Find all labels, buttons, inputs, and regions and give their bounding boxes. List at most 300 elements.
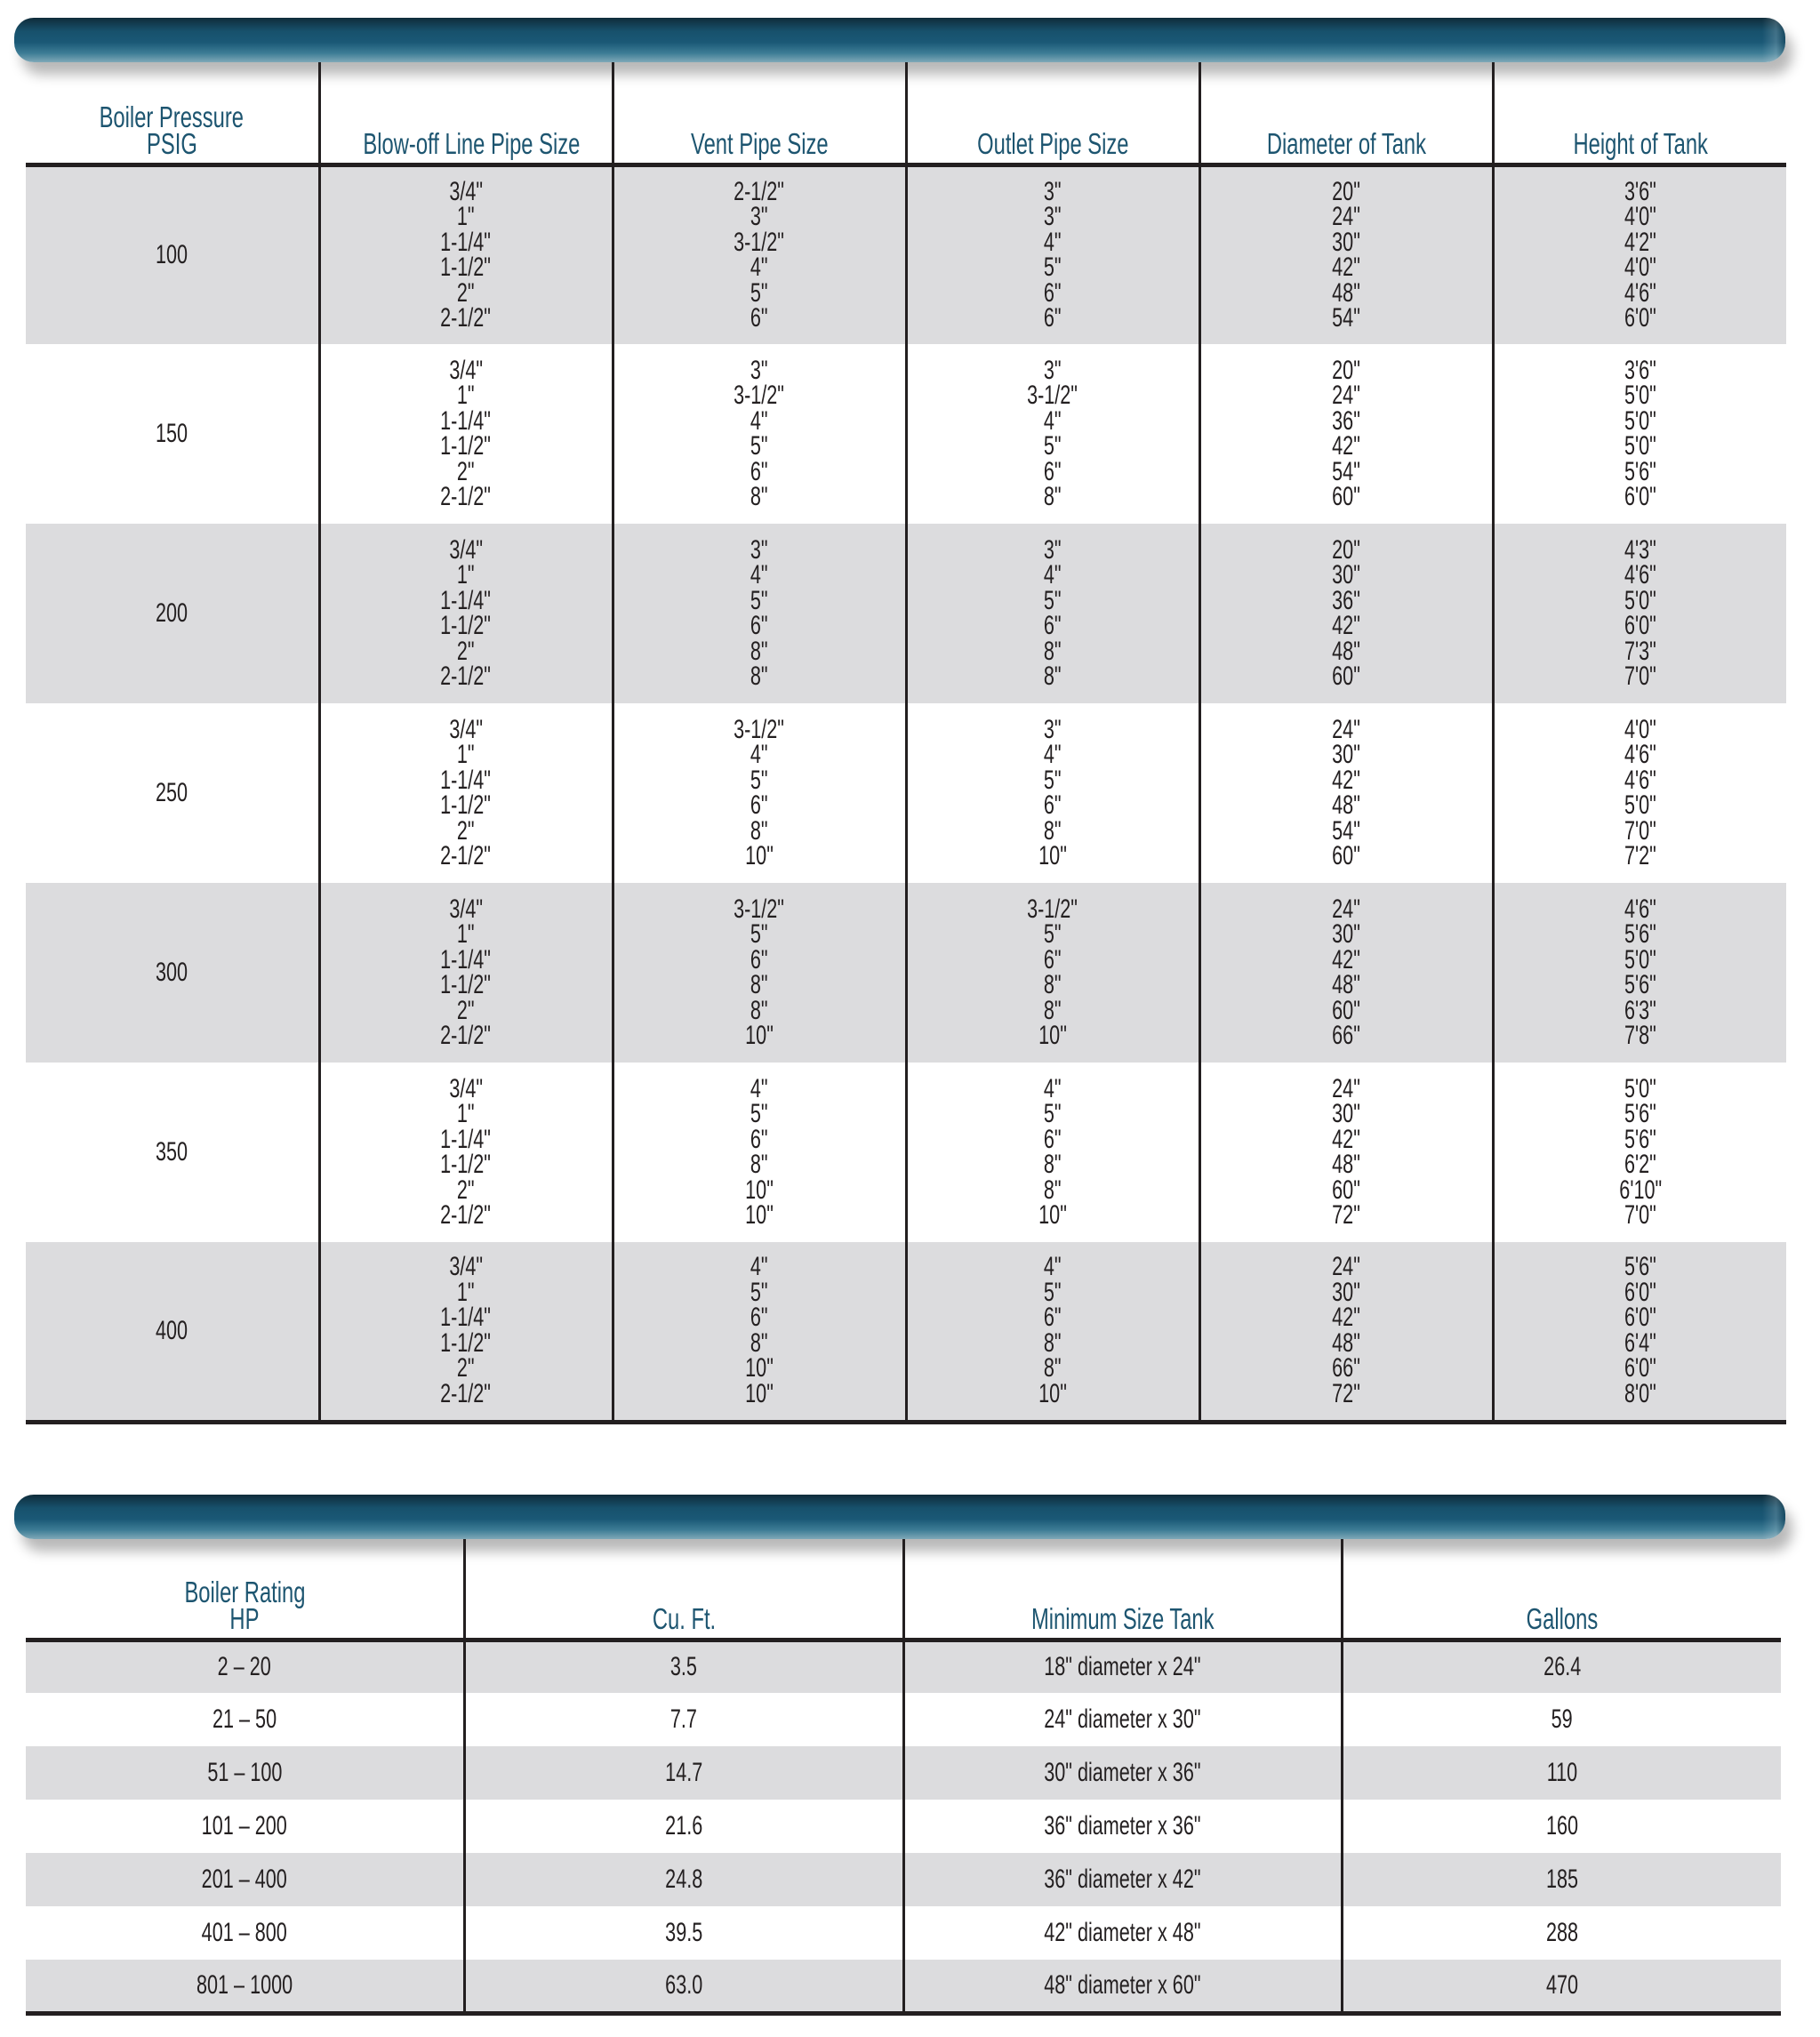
vent-cell — [613, 703, 906, 883]
height-value: 6'0" — [1624, 1303, 1656, 1333]
tank-cell: 24" diameter x 30" — [903, 1693, 1343, 1746]
vent-value: 3" — [750, 534, 768, 565]
vent-value: 6" — [750, 456, 768, 486]
outlet-cell — [906, 164, 1199, 344]
blowoff-value: 2" — [457, 456, 475, 486]
height-value: 5'6" — [1624, 456, 1656, 486]
vent-value: 4" — [750, 1252, 768, 1282]
outlet-value: 5" — [1044, 1099, 1062, 1128]
gallons-cell: 26.4 — [1343, 1640, 1782, 1693]
vent-value: 3-1/2" — [734, 894, 785, 924]
height-value: 5'6" — [1624, 1124, 1656, 1154]
height-value: 4'6" — [1624, 740, 1656, 769]
outlet-value: 3" — [1044, 176, 1062, 206]
height-value: 5'0" — [1624, 405, 1656, 436]
vent-value: 4" — [750, 560, 768, 589]
vent-value: 4" — [750, 405, 768, 436]
tank-cell: 36" diameter x 36" — [903, 1800, 1343, 1853]
blowoff-value: 1-1/2" — [440, 253, 492, 283]
gallons-cell: 59 — [1343, 1693, 1782, 1746]
height-cell — [1493, 883, 1786, 1063]
blowoff-value: 1" — [457, 202, 475, 232]
height-value: 4'6" — [1624, 765, 1656, 795]
blowoff-value: 1-1/2" — [440, 611, 492, 640]
vent-value: 8" — [750, 662, 768, 691]
diameter-value: 30" — [1332, 1099, 1360, 1128]
diameter-value: 24" — [1332, 894, 1360, 924]
blowoff-value: 2-1/2" — [440, 1021, 492, 1050]
vent-value: 3" — [750, 355, 768, 385]
vent-value: 5" — [750, 1099, 768, 1128]
outlet-value: 6" — [1044, 1124, 1062, 1154]
blowoff-value: 1-1/4" — [440, 1124, 492, 1154]
vent-cell — [613, 164, 906, 344]
diameter-value: 42" — [1332, 1303, 1360, 1333]
diameter-value: 30" — [1332, 1277, 1360, 1307]
diameter-value: 36" — [1332, 405, 1360, 436]
height-value: 5'6" — [1624, 970, 1656, 999]
vent-value: 10" — [745, 1378, 774, 1408]
col-header-diameter: Diameter of Tank — [1199, 62, 1493, 164]
diameter-value: 42" — [1332, 765, 1360, 795]
outlet-value: 4" — [1044, 1073, 1062, 1103]
blowoff-value: 3/4" — [449, 894, 483, 924]
height-value: 5'0" — [1624, 431, 1656, 461]
blowoff-value: 1" — [457, 560, 475, 589]
gallons-cell: 470 — [1343, 1960, 1782, 2013]
height-value: 6'10" — [1618, 1175, 1662, 1205]
col-header-blowoff: Blow-off Line Pipe Size — [319, 62, 613, 164]
diameter-cell — [1199, 1063, 1493, 1242]
diameter-value: 24" — [1332, 714, 1360, 744]
blowoff-value: 2-1/2" — [440, 1378, 492, 1408]
psig-cell: 100 — [26, 164, 319, 344]
outlet-value: 5" — [1044, 765, 1062, 795]
outlet-value: 5" — [1044, 431, 1062, 461]
height-cell — [1493, 1242, 1786, 1422]
vent-value: 5" — [750, 765, 768, 795]
blowoff-value: 1-1/4" — [440, 227, 492, 257]
outlet-value: 8" — [1044, 1327, 1062, 1358]
table-row — [26, 1640, 1781, 1693]
height-value: 5'0" — [1624, 1073, 1656, 1103]
height-value: 7'0" — [1624, 815, 1656, 846]
hp-cell: 401 – 800 — [201, 1918, 288, 1947]
height-value: 4'3" — [1624, 534, 1656, 565]
height-value: 5'6" — [1624, 1252, 1656, 1282]
psig-cell: 200 — [26, 524, 319, 703]
blowoff-value: 2-1/2" — [440, 1200, 492, 1230]
vent-value: 5" — [750, 919, 768, 949]
diameter-value: 54" — [1332, 303, 1360, 333]
height-value: 7'0" — [1624, 662, 1656, 691]
vent-value: 10" — [745, 1175, 774, 1205]
blowoff-value: 2-1/2" — [440, 662, 492, 691]
diameter-value: 54" — [1332, 456, 1360, 486]
outlet-value: 8" — [1044, 1175, 1062, 1205]
outlet-value: 8" — [1044, 815, 1062, 846]
col-header-cuft: Cu. Ft. — [465, 1539, 904, 1640]
outlet-value: 6" — [1044, 611, 1062, 640]
height-value: 4'6" — [1624, 894, 1656, 924]
gallons-cell: 160 — [1343, 1800, 1782, 1853]
blowoff-value: 2" — [457, 636, 475, 666]
outlet-value: 6" — [1044, 790, 1062, 820]
blowoff-value: 1" — [457, 919, 475, 949]
blowoff-value: 1-1/4" — [440, 944, 492, 974]
table-row — [26, 883, 1786, 1063]
table-header-row — [26, 62, 1786, 164]
vent-value: 8" — [750, 482, 768, 511]
vent-value: 6" — [750, 611, 768, 640]
col-header-height: Height of Tank — [1493, 62, 1786, 164]
outlet-value: 4" — [1044, 1252, 1062, 1282]
outlet-value: 8" — [1044, 1150, 1062, 1179]
vent-value: 6" — [750, 303, 768, 333]
vent-value: 5" — [750, 1277, 768, 1307]
hp-cell: 2 – 20 — [26, 1640, 465, 1693]
diameter-cell — [1199, 344, 1493, 524]
outlet-value: 3-1/2" — [1027, 381, 1078, 410]
header-unit: PSIG — [146, 126, 197, 160]
diameter-value: 60" — [1332, 841, 1360, 870]
diameter-value: 72" — [1332, 1378, 1360, 1408]
outlet-value: 5" — [1044, 253, 1062, 283]
outlet-value: 10" — [1038, 1021, 1067, 1050]
outlet-value: 8" — [1044, 1353, 1062, 1383]
blowoff-value: 3/4" — [449, 714, 483, 744]
table-row — [26, 703, 1786, 883]
outlet-value: 5" — [1044, 919, 1062, 949]
outlet-value: 6" — [1044, 456, 1062, 486]
blowoff-cell — [319, 883, 613, 1063]
outlet-value: 3" — [1044, 202, 1062, 232]
vent-cell — [613, 1242, 906, 1422]
blowoff-value: 3/4" — [449, 534, 483, 565]
blowoff-value: 2-1/2" — [440, 303, 492, 333]
col-header-vent: Vent Pipe Size — [613, 62, 906, 164]
blowoff-value: 1-1/2" — [440, 970, 492, 999]
diameter-cell — [1199, 164, 1493, 344]
vent-value: 6" — [750, 790, 768, 820]
outlet-value: 8" — [1044, 970, 1062, 999]
outlet-value: 8" — [1044, 636, 1062, 666]
blowoff-value: 1-1/4" — [440, 405, 492, 436]
height-value: 7'0" — [1624, 1200, 1656, 1230]
tank-cell: 18" diameter x 24" — [903, 1640, 1343, 1693]
diameter-value: 42" — [1332, 611, 1360, 640]
vent-value: 4" — [750, 253, 768, 283]
diameter-value: 42" — [1332, 944, 1360, 974]
height-cell — [1493, 344, 1786, 524]
diameter-value: 36" — [1332, 585, 1360, 615]
vent-value: 5" — [750, 277, 768, 308]
blowoff-value: 2" — [457, 815, 475, 846]
vent-cell — [613, 1063, 906, 1242]
blowoff-tank-sizing-table — [26, 62, 1786, 1424]
vent-value: 3-1/2" — [734, 227, 785, 257]
outlet-value: 4" — [1044, 560, 1062, 589]
vent-value: 8" — [750, 970, 768, 999]
table-row — [26, 524, 1786, 703]
tank-cell: 30" diameter x 36" — [903, 1746, 1343, 1800]
blowoff-value: 2" — [457, 1353, 475, 1383]
table-row — [26, 1960, 1781, 2013]
outlet-value: 5" — [1044, 585, 1062, 615]
table-row — [26, 1746, 1781, 1800]
blowoff-value: 1-1/4" — [440, 1303, 492, 1333]
blowoff-value: 1-1/2" — [440, 431, 492, 461]
psig-cell: 400 — [26, 1242, 319, 1422]
cuft-cell: 7.7 — [465, 1693, 904, 1746]
vent-value: 6" — [750, 1303, 768, 1333]
tank-cell: 36" diameter x 42" — [903, 1853, 1343, 1906]
diameter-cell — [1199, 703, 1493, 883]
diameter-value: 48" — [1332, 1327, 1360, 1358]
outlet-cell — [906, 524, 1199, 703]
blowoff-value: 1" — [457, 1099, 475, 1128]
height-value: 6'0" — [1624, 482, 1656, 511]
vent-value: 3-1/2" — [734, 714, 785, 744]
hp-cell: 21 – 50 — [212, 1704, 277, 1734]
diameter-value: 60" — [1332, 482, 1360, 511]
outlet-value: 6" — [1044, 944, 1062, 974]
outlet-value: 3" — [1044, 534, 1062, 565]
blowoff-cell — [319, 703, 613, 883]
height-value: 4'0" — [1624, 253, 1656, 283]
blowoff-value: 3/4" — [449, 1252, 483, 1282]
psig-cell: 300 — [26, 883, 319, 1063]
table-row — [26, 1063, 1786, 1242]
diameter-value: 48" — [1332, 277, 1360, 308]
vent-cell — [613, 883, 906, 1063]
hp-cell: 801 – 1000 — [26, 1960, 465, 2013]
blowoff-value: 1-1/2" — [440, 790, 492, 820]
diameter-value: 24" — [1332, 381, 1360, 410]
height-cell — [1493, 164, 1786, 344]
diameter-value: 24" — [1332, 202, 1360, 232]
height-value: 6'4" — [1624, 1327, 1656, 1358]
vent-value: 6" — [750, 944, 768, 974]
blowoff-value: 2" — [457, 277, 475, 308]
diameter-value: 60" — [1332, 995, 1360, 1025]
blowoff-value: 1-1/4" — [440, 585, 492, 615]
vent-value: 8" — [750, 815, 768, 846]
diameter-value: 54" — [1332, 815, 1360, 846]
outlet-value: 4" — [1044, 227, 1062, 257]
vent-value: 10" — [745, 1200, 774, 1230]
blowoff-value: 3/4" — [449, 176, 483, 206]
height-value: 6'0" — [1624, 1277, 1656, 1307]
cuft-cell: 21.6 — [465, 1800, 904, 1853]
outlet-value: 10" — [1038, 1200, 1067, 1230]
height-value: 5'0" — [1624, 944, 1656, 974]
height-value: 5'6" — [1624, 919, 1656, 949]
outlet-value: 4" — [1044, 740, 1062, 769]
height-value: 4'0" — [1624, 202, 1656, 232]
table-row — [26, 1800, 1781, 1853]
blowoff-value: 1" — [457, 740, 475, 769]
outlet-value: 10" — [1038, 1378, 1067, 1408]
col-header-boiler-rating: Boiler Rating HP — [183, 1575, 306, 1635]
cuft-cell: 14.7 — [465, 1746, 904, 1800]
col-header-min-tank: Minimum Size Tank — [903, 1539, 1343, 1640]
outlet-value: 3-1/2" — [1027, 894, 1078, 924]
diameter-value: 48" — [1332, 970, 1360, 999]
diameter-value: 30" — [1332, 560, 1360, 589]
blowoff-cell — [319, 164, 613, 344]
diameter-value: 42" — [1332, 253, 1360, 283]
cuft-cell: 39.5 — [465, 1906, 904, 1960]
diameter-cell — [1199, 883, 1493, 1063]
table-row — [26, 1853, 1781, 1906]
tank-cell: 42" diameter x 48" — [903, 1906, 1343, 1960]
vent-value: 3-1/2" — [734, 381, 785, 410]
gallons-cell: 185 — [1343, 1853, 1782, 1906]
vent-value: 3" — [750, 202, 768, 232]
diameter-value: 20" — [1332, 176, 1360, 206]
height-value: 6'0" — [1624, 1353, 1656, 1383]
outlet-value: 8" — [1044, 482, 1062, 511]
height-value: 8'0" — [1624, 1378, 1656, 1408]
outlet-value: 3" — [1044, 714, 1062, 744]
blowoff-cell — [319, 524, 613, 703]
diameter-value: 66" — [1332, 1353, 1360, 1383]
diameter-value: 72" — [1332, 1200, 1360, 1230]
height-value: 3'6" — [1624, 176, 1656, 206]
col-header-outlet: Outlet Pipe Size — [906, 62, 1199, 164]
blowoff-value: 1-1/2" — [440, 1327, 492, 1358]
height-value: 4'6" — [1624, 560, 1656, 589]
outlet-cell — [906, 883, 1199, 1063]
outlet-cell — [906, 703, 1199, 883]
blowoff-cell — [319, 344, 613, 524]
blowoff-value: 2-1/2" — [440, 841, 492, 870]
height-cell — [1493, 524, 1786, 703]
outlet-value: 6" — [1044, 303, 1062, 333]
table-header-row — [26, 1539, 1781, 1640]
gallons-cell: 288 — [1343, 1906, 1782, 1960]
blowoff-cell — [319, 1063, 613, 1242]
outlet-value: 3" — [1044, 355, 1062, 385]
height-value: 3'6" — [1624, 355, 1656, 385]
header-label: Boiler Pressure — [100, 100, 245, 133]
diameter-value: 42" — [1332, 1124, 1360, 1154]
section-header-bar-tank-capacity — [14, 1495, 1785, 1539]
vent-cell — [613, 344, 906, 524]
gallons-cell: 110 — [1343, 1746, 1782, 1800]
diameter-value: 60" — [1332, 662, 1360, 691]
cuft-cell: 63.0 — [465, 1960, 904, 2013]
blowoff-cell — [319, 1242, 613, 1422]
blowoff-value: 2-1/2" — [440, 482, 492, 511]
height-value: 4'6" — [1624, 277, 1656, 308]
height-value: 6'2" — [1624, 1150, 1656, 1179]
diameter-cell — [1199, 1242, 1493, 1422]
hp-cell: 201 – 400 — [26, 1853, 465, 1906]
height-value: 5'6" — [1624, 1099, 1656, 1128]
height-value: 6'0" — [1624, 303, 1656, 333]
vent-value: 5" — [750, 585, 768, 615]
height-value: 7'8" — [1624, 1021, 1656, 1050]
vent-value: 8" — [750, 995, 768, 1025]
outlet-value: 8" — [1044, 995, 1062, 1025]
table-row — [26, 1693, 1781, 1746]
vent-value: 4" — [750, 1073, 768, 1103]
diameter-value: 20" — [1332, 355, 1360, 385]
height-value: 5'0" — [1624, 585, 1656, 615]
blowoff-value: 1-1/4" — [440, 765, 492, 795]
vent-value: 5" — [750, 431, 768, 461]
outlet-value: 6" — [1044, 277, 1062, 308]
height-value: 6'3" — [1624, 995, 1656, 1025]
diameter-value: 30" — [1332, 919, 1360, 949]
vent-value: 2-1/2" — [734, 176, 785, 206]
table-row — [26, 1242, 1786, 1422]
outlet-cell — [906, 1242, 1199, 1422]
blowoff-value: 1-1/2" — [440, 1150, 492, 1179]
vent-value: 10" — [745, 1021, 774, 1050]
height-value: 4'2" — [1624, 227, 1656, 257]
outlet-value: 8" — [1044, 662, 1062, 691]
tank-cell: 48" diameter x 60" — [903, 1960, 1343, 2013]
vent-value: 6" — [750, 1124, 768, 1154]
diameter-value: 20" — [1332, 534, 1360, 565]
table-row — [26, 344, 1786, 524]
diameter-value: 30" — [1332, 740, 1360, 769]
height-value: 5'0" — [1624, 790, 1656, 820]
blowoff-value: 3/4" — [449, 1073, 483, 1103]
psig-cell: 250 — [156, 778, 188, 807]
blowoff-value: 1" — [457, 1277, 475, 1307]
height-value: 4'0" — [1624, 714, 1656, 744]
height-value: 7'3" — [1624, 636, 1656, 666]
cuft-cell: 3.5 — [465, 1640, 904, 1693]
vent-value: 8" — [750, 1327, 768, 1358]
outlet-value: 10" — [1038, 841, 1067, 870]
diameter-value: 48" — [1332, 1150, 1360, 1179]
vent-value: 8" — [750, 636, 768, 666]
boiler-rating-tank-table — [26, 1539, 1781, 2016]
outlet-value: 4" — [1044, 405, 1062, 436]
outlet-cell — [906, 1063, 1199, 1242]
blowoff-value: 2" — [457, 1175, 475, 1205]
blowoff-value: 3/4" — [449, 355, 483, 385]
vent-value: 10" — [745, 1353, 774, 1383]
psig-cell: 350 — [156, 1137, 188, 1167]
hp-cell: 51 – 100 — [26, 1746, 465, 1800]
col-header-gallons: Gallons — [1343, 1539, 1782, 1640]
vent-value: 4" — [750, 740, 768, 769]
vent-cell — [613, 524, 906, 703]
height-value: 5'0" — [1624, 381, 1656, 410]
diameter-value: 24" — [1332, 1252, 1360, 1282]
outlet-value: 5" — [1044, 1277, 1062, 1307]
cuft-cell: 24.8 — [465, 1853, 904, 1906]
blowoff-value: 2" — [457, 995, 475, 1025]
diameter-value: 66" — [1332, 1021, 1360, 1050]
outlet-cell — [906, 344, 1199, 524]
height-cell — [1493, 1063, 1786, 1242]
table-row — [26, 164, 1786, 344]
diameter-value: 42" — [1332, 431, 1360, 461]
diameter-value: 48" — [1332, 636, 1360, 666]
vent-value: 8" — [750, 1150, 768, 1179]
col-header-boiler-pressure — [26, 62, 319, 164]
blowoff-value: 1" — [457, 381, 475, 410]
diameter-value: 30" — [1332, 227, 1360, 257]
height-value: 6'0" — [1624, 611, 1656, 640]
